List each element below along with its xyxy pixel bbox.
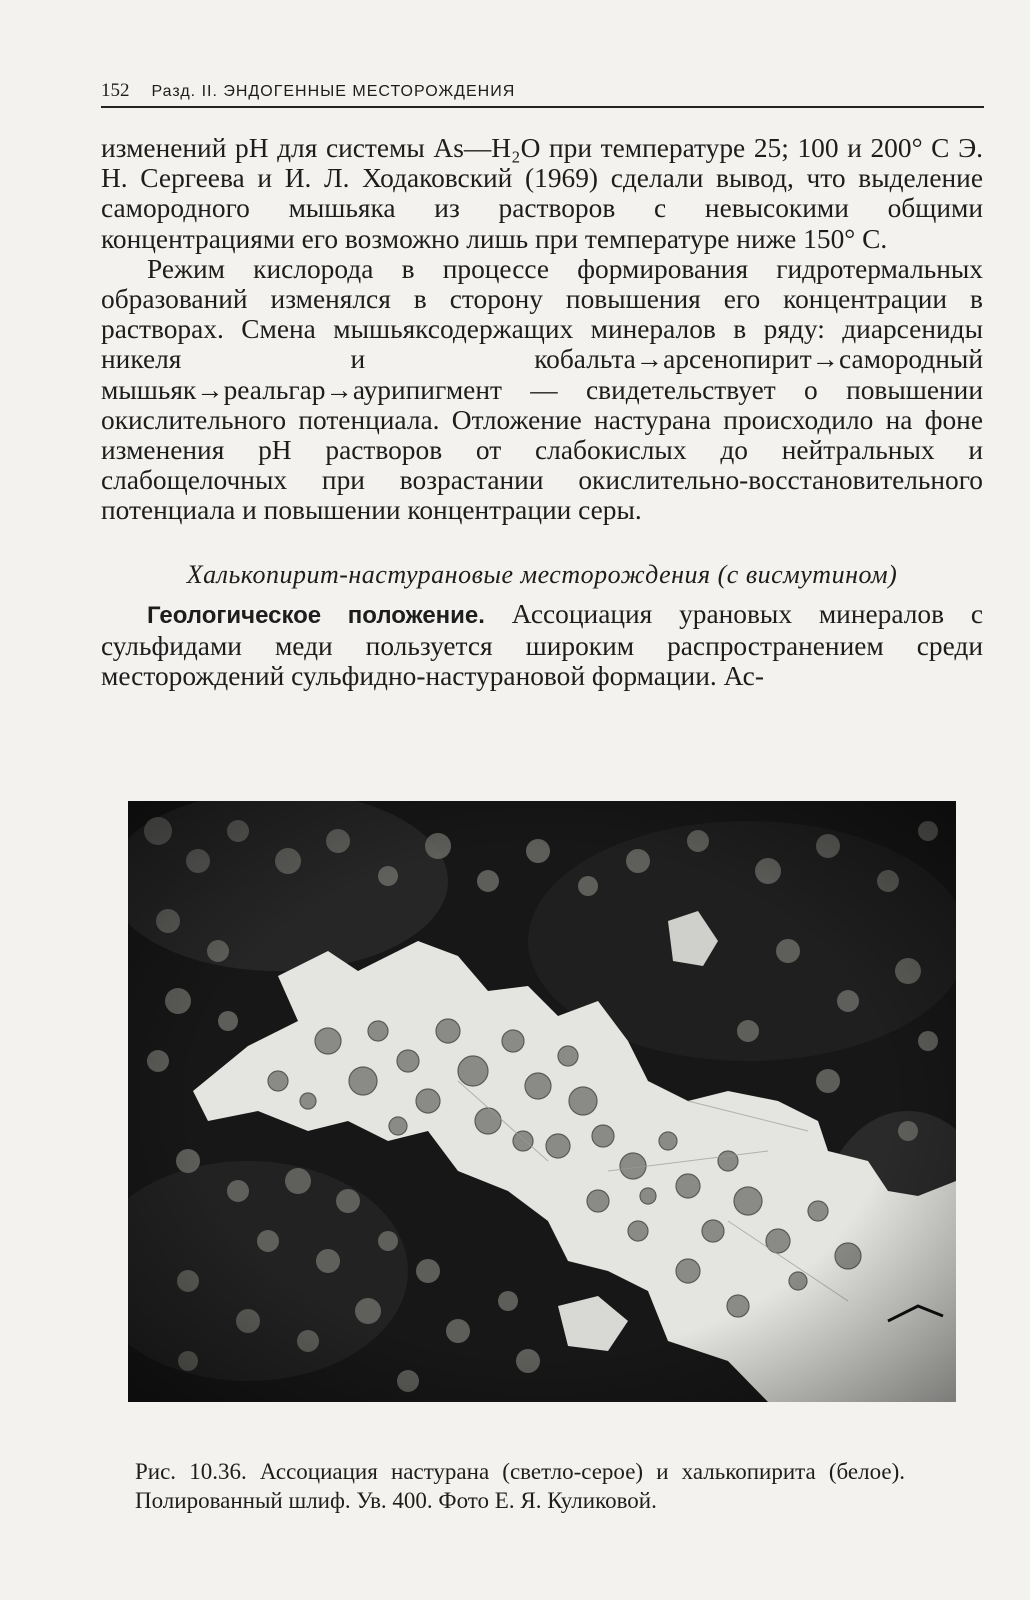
- running-title: Разд. II. ЭНДОГЕННЫЕ МЕСТОРОЖДЕНИЯ: [151, 83, 516, 100]
- header-rule: [101, 106, 984, 108]
- running-header: [101, 80, 981, 104]
- section-lead: Геологическое положение.: [147, 601, 485, 629]
- page-number: 152: [101, 80, 130, 101]
- body-text: [101, 133, 983, 691]
- paragraph-3: [101, 599, 983, 692]
- paragraph-2: Режим кислорода в процессе формирования гидротермальных образований изменялся в сторону повышения его концентрации в растворах. Смена мышьяксодержащих минералов в ряду: диарсениды никеля и кобальта→арсенопирит→самородный мышьяк→реальгар→аурипигмент — свидетельствует о повышении окислительного потенциала. Отложение настурана происходило на фоне изменения pH растворов от слабокислых до нейтральных и слабощелочных при возрастании окислительно-восстановительного потенциала и повышении концентрации серы.: [101, 253, 983, 526]
- figure-caption: Рис. 10.36. Ассоциация настурана (светло-серое) и халькопирита (белое). Полированный шлиф. Ув. 400. Фото Е. Я. Куликовой.: [135, 1459, 905, 1513]
- section-text: Ассоциация урановых минералов с сульфидами меди пользуется широким распространением среди месторождений сульфидно-настурановой формации. Ас-: [101, 598, 983, 692]
- micrograph-figure: [128, 801, 956, 1402]
- paragraph-1: изменений pH для системы As—H₂O при температуре 25; 100 и 200° С Э. Н. Сергеева и И. Л. Ходаковский (1969) сделали вывод, что выделение самородного мышьяка из растворов с невысокими общими концентрациями его возможно лишь при температуре ниже 150° С.: [101, 133, 983, 254]
- micrograph-image: [128, 801, 956, 1402]
- section-subheading: Халькопирит-настурановые месторождения (с висмутином): [186, 559, 898, 589]
